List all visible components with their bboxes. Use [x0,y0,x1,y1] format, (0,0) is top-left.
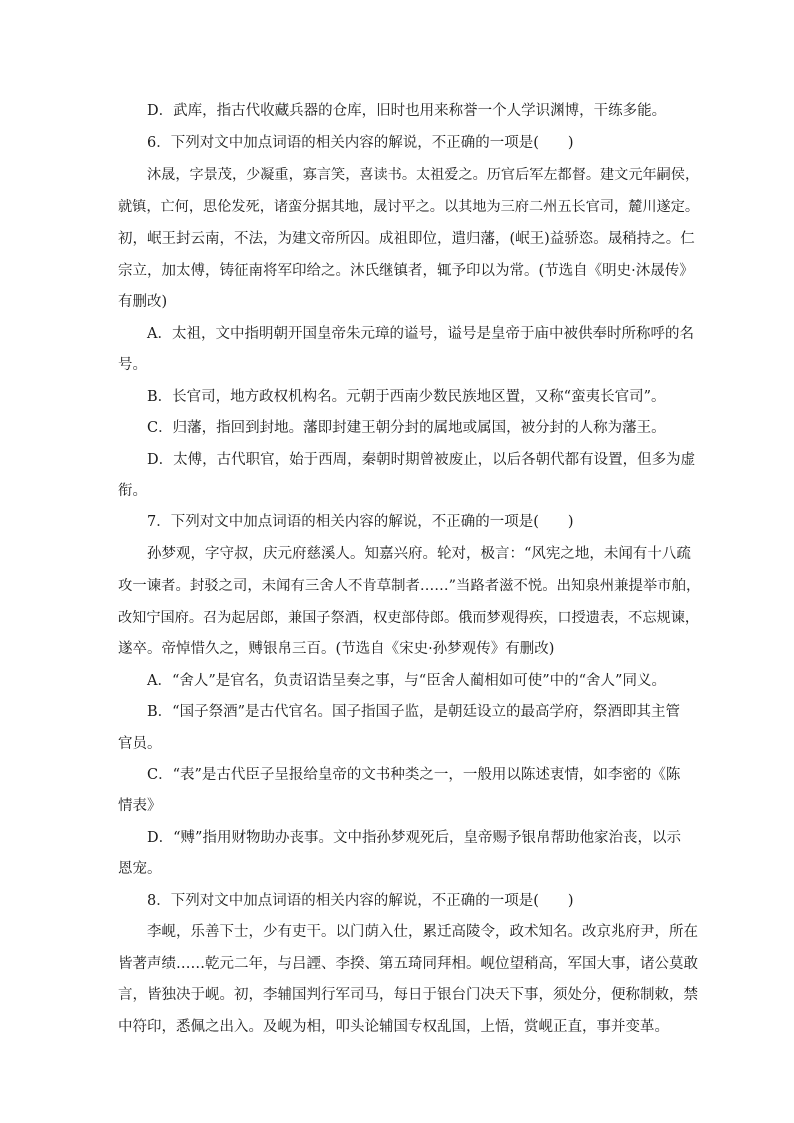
option-6c: C．归藩，指回到封地。藩即封建王朝分封的属地或属国，被分封的人称为藩王。 [147,420,666,436]
passage-6-line-4: 宗立，加太傅，铸征南将军印给之。沐氏继镇者，辄予印以为常。(节选自《明史·沐晟传》 [118,263,694,279]
option-7c-line-1: C．“表”是古代臣子呈报给皇帝的文书种类之一，一般用以陈述衷情，如李密的《陈 [147,767,681,783]
question-8: 8．下列对文中加点词语的相关内容的解说，不正确的一项是( ) [147,893,574,909]
passage-8-line-1: 李岘，乐善下士，少有吏干。以门荫入仕，累迁高陵令，政术知名。改京兆府尹，所在 [147,924,698,940]
question-7: 7．下列对文中加点词语的相关内容的解说，不正确的一项是( ) [147,514,574,530]
option-6a-line-2: 号。 [118,357,147,373]
option-7a: A．“舍人”是官名，负责诏诰呈奏之事，与“臣舍人蔺相如可使”中的“舍人”同义。 [147,673,666,689]
passage-6-line-1: 沐晟，字景茂，少凝重，寡言笑，喜读书。太祖爱之。历官后军左都督。建文元年嗣侯， [147,167,700,183]
option-7c-line-2: 情表》 [118,798,162,814]
option-6d-line-2: 衔。 [118,483,147,499]
option-6b: B．长官司，地方政权机构名。元朝于西南少数民族地区置，又称“蛮夷长官司”。 [147,389,666,405]
option-7d-line-1: D．“赙”指用财物助办丧事。文中指孙梦观死后，皇帝赐予银帛帮助他家治丧，以示 [147,830,681,846]
option-7d-line-2: 恩宠。 [118,861,162,877]
question-6: 6．下列对文中加点词语的相关内容的解说，不正确的一项是( ) [147,135,574,151]
option-7b-line-2: 官员。 [118,736,162,752]
option-6d-line-1: D．太傅，古代职官，始于西周，秦朝时期曾被废止，以后各朝代都有设置，但多为虚 [147,452,696,468]
passage-8-line-2: 皆著声绩……乾元二年，与吕諲、李揆、第五琦同拜相。岘位望稍高，军国大事，诸公莫敢 [118,956,698,972]
passage-7-line-2: 攻一谏者。封驳之司，未闻有三舍人不肯草制者……”当路者滋不悦。出知泉州兼提举市舶， [118,578,701,594]
option-7b-line-1: B．“国子祭酒”是古代官名。国子指国子监，是朝廷设立的最高学府，祭酒即其主管 [147,704,680,720]
passage-6-line-2: 就镇，亡何，思伦发死，诸蛮分据其地，晟讨平之。以其地为三府二州五长官司，麓川遂定。 [118,199,700,215]
option-6a-line-1: A．太祖，文中指明朝开国皇帝朱元璋的谥号，谥号是皇帝于庙中被供奉时所称呼的名 [147,326,694,342]
option-6d: D．武库，指古代收藏兵器的仓库，旧时也用来称誉一个人学识渊博，干练多能。 [147,103,667,119]
passage-7-line-1: 孙梦观，字守叔，庆元府慈溪人。知嘉兴府。轮对，极言：“风宪之地，未闻有十八疏 [147,546,691,562]
passage-8-line-4: 中符印，悉佩之出入。及岘为相，叩头论辅国专权乱国，上悟，赏岘正直，事并变革。 [118,1019,669,1035]
passage-7-line-4: 遂卒。帝悼惜久之，赙银帛三百。(节选自《宋史·孙梦观传》有删改) [118,641,555,657]
passage-7-line-3: 改知宁国府。召为起居郎，兼国子祭酒，权吏部侍郎。俄而梦观得疾，口授遗表，不忘规谏， [118,610,700,626]
passage-6-line-3: 初，岷王封云南，不法，为建文帝所囚。成祖即位，遣归藩，(岷王)益骄恣。晟稍持之。仁 [118,231,695,247]
passage-8-line-3: 言，皆独决于岘。初，李辅国判行军司马，每日于银台门决天下事，须处分，便称制敕，禁 [118,987,698,1003]
passage-6-line-5: 有删改) [118,294,168,310]
